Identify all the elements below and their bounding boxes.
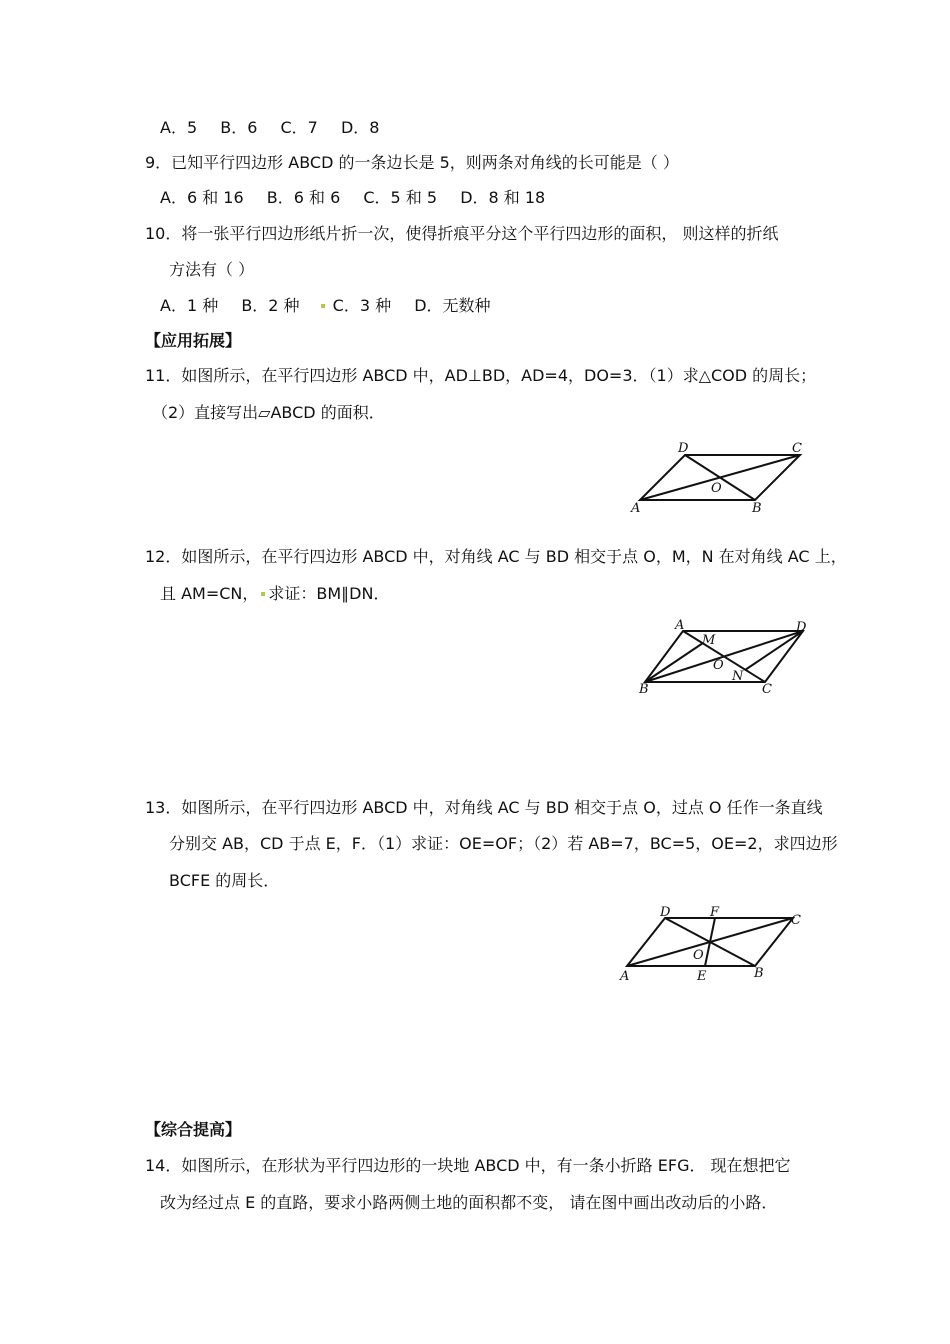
q11-label-a: A: [631, 501, 641, 516]
q9-option-d: D．8 和 18: [460, 188, 546, 207]
section-heading-apply: 【应用拓展】: [145, 331, 242, 350]
q13-figure: [615, 902, 815, 984]
q13-line2: 分别交 AB，CD 于点 E，F．（1）求证：OE=OF；（2）若 AB=7，BC=5，OE=2，求四边形: [169, 834, 838, 853]
q12-given: 且 AM=CN，: [160, 584, 259, 603]
q11-line2: （2）直接写出▱ABCD 的面积．: [152, 403, 385, 422]
q9-option-b: B．6 和 6: [266, 188, 341, 207]
stray-dot: [261, 592, 265, 596]
q12-label-c: C: [762, 682, 772, 697]
q8-option-d: D．8: [340, 118, 380, 137]
section-heading-improve: 【综合提高】: [145, 1120, 242, 1139]
q13-label-b: B: [754, 966, 764, 981]
q11-label-d: D: [678, 441, 689, 456]
q12-label-o: O: [713, 658, 724, 673]
q13-label-d: D: [660, 905, 671, 920]
q12-label-d: D: [796, 620, 807, 635]
q10-option-a: A．1 种: [160, 296, 219, 315]
q8-option-a: A．5: [160, 118, 198, 137]
q13-line1: 13．如图所示，在平行四边形 ABCD 中，对角线 AC 与 BD 相交于点 O，过点 O 任作一条直线: [145, 798, 823, 817]
q12-label-a: A: [675, 618, 685, 633]
q12-label-n: N: [732, 669, 744, 684]
q12-figure: [635, 618, 815, 698]
q13-label-c: C: [791, 913, 801, 928]
q12-line1: 12．如图所示，在平行四边形 ABCD 中，对角线 AC 与 BD 相交于点 O，M，N 在对角线 AC 上，: [145, 547, 847, 566]
q14-line2: 改为经过点 E 的直路，要求小路两侧土地的面积都不变， 请在图中画出改动后的小路．: [160, 1193, 778, 1212]
stray-dot: [321, 304, 325, 308]
q12-segment-dn: [745, 631, 803, 670]
q8-options: [160, 117, 397, 139]
q10-stem-line2: 方法有（ ）: [169, 260, 255, 279]
q10-option-d: D．无数种: [414, 296, 491, 315]
q13-label-o: O: [693, 948, 704, 963]
q9-option-a: A．6 和 16: [160, 188, 244, 207]
q14-line1: 14．如图所示，在形状为平行四边形的一块地 ABCD 中，有一条小折路 EFG． 现在想把它: [145, 1156, 791, 1175]
q12-line2: [160, 583, 389, 605]
q8-option-b: B．6: [220, 118, 258, 137]
q13-label-e: E: [697, 969, 707, 984]
q12-diagonal-bd: [645, 631, 803, 682]
q11-line1: 11．如图所示，在平行四边形 ABCD 中，AD⊥BD，AD=4，DO=3．（1）求△COD 的周长；: [145, 366, 817, 385]
q13-line3: BCFE 的周长．: [169, 871, 280, 890]
q9-options: [160, 187, 563, 209]
q11-label-b: B: [752, 501, 762, 516]
q11-label-c: C: [792, 441, 802, 456]
q12-label-m: M: [702, 633, 716, 648]
q12-prove: 求证：BM∥DN．: [268, 584, 390, 603]
q9-option-c: C．5 和 5: [363, 188, 438, 207]
q9-stem: 9．已知平行四边形 ABCD 的一条边长是 5，则两条对角线的长可能是（ ）: [145, 153, 679, 172]
q10-stem-line1: 10．将一张平行四边形纸片折一次，使得折痕平分这个平行四边形的面积， 则这样的折纸: [145, 224, 779, 243]
q12-segment-bm: [645, 643, 703, 682]
q11-label-o: O: [711, 481, 722, 496]
q8-option-c: C．7: [280, 118, 318, 137]
q13-label-a: A: [620, 969, 630, 984]
q11-figure: [625, 440, 815, 516]
q10-option-b: B．2 种: [241, 296, 300, 315]
q10-options: [160, 295, 509, 317]
q12-label-b: B: [639, 682, 649, 697]
q10-option-c: C．3 种: [332, 296, 392, 315]
q13-label-f: F: [710, 905, 720, 920]
